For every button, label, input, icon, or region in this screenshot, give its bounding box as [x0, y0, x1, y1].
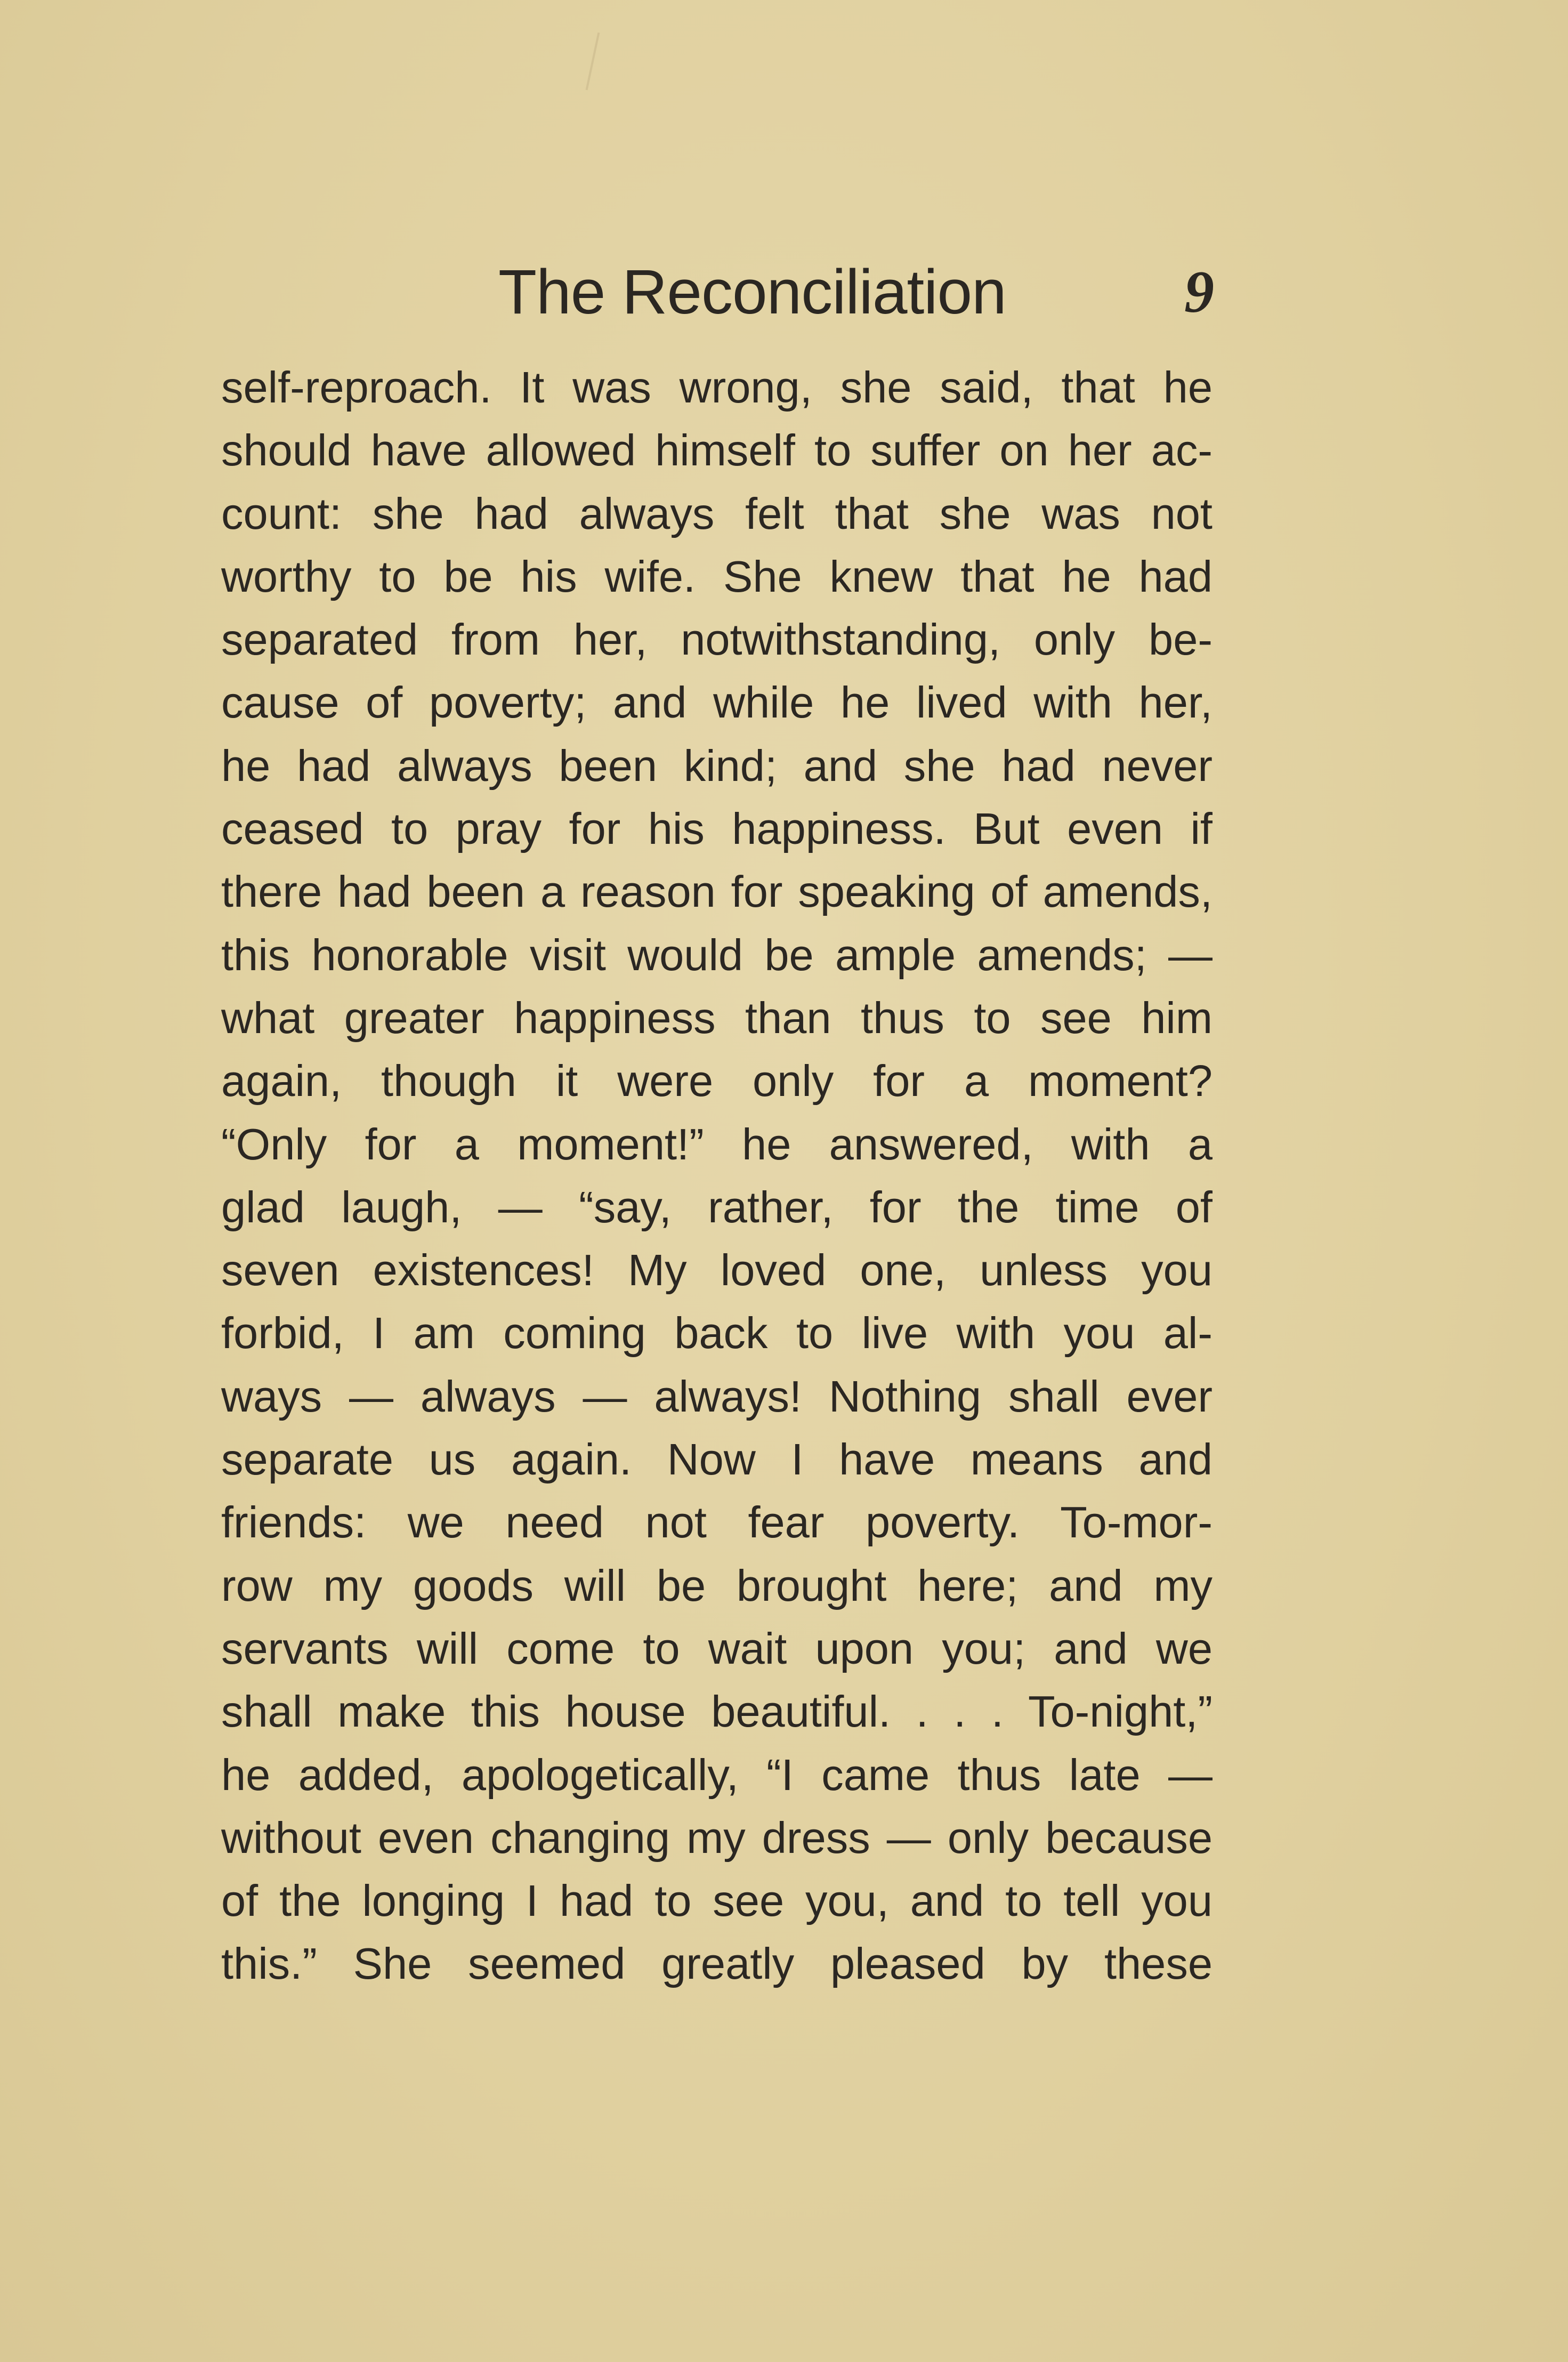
text-line: forbid, I am coming back to live with you al- [221, 1308, 1213, 1358]
text-line: cause of poverty; and while he lived with her, [221, 678, 1213, 728]
text-line: what greater happiness than thus to see him [221, 993, 1213, 1043]
text-line: there had been a reason for speaking of amends, [221, 867, 1213, 917]
text-line: this honorable visit would be ample amends; — [221, 930, 1213, 980]
text-line: “Only for a moment!” he answered, with a [221, 1119, 1213, 1169]
text-line: servants will come to wait upon you; and we [221, 1623, 1213, 1673]
running-title: The Reconciliation [498, 257, 1006, 327]
text-line: this.” She seemed greatly pleased by these [221, 1939, 1213, 1989]
text-line: self-reproach. It was wrong, she said, that he [221, 362, 1213, 412]
text-line: separate us again. Now I have means and [221, 1434, 1213, 1485]
text-line: he had always been kind; and she had never [221, 740, 1213, 791]
text-line: ways — always — always! Nothing shall ever [221, 1371, 1213, 1421]
text-line: friends: we need not fear poverty. To-mor- [221, 1497, 1213, 1547]
text-line: seven existences! My loved one, unless you [221, 1245, 1213, 1295]
text-line: glad laugh, — “say, rather, for the time of [221, 1182, 1213, 1232]
text-line: again, though it were only for a moment? [221, 1056, 1213, 1106]
text-line: count: she had always felt that she was not [221, 488, 1213, 538]
text-line: shall make this house beautiful. . . . To-night,” [221, 1687, 1213, 1737]
text-line: of the longing I had to see you, and to tell you [221, 1876, 1213, 1926]
text-line: without even changing my dress — only because [221, 1812, 1213, 1863]
text-line: worthy to be his wife. She knew that he had [221, 551, 1213, 601]
text-line: row my goods will be brought here; and my [221, 1560, 1213, 1610]
running-head [0, 249, 1568, 335]
text-line: ceased to pray for his happiness. But even if [221, 804, 1213, 854]
text-line: should have allowed himself to suffer on her ac- [221, 425, 1213, 475]
page-number: 9 [1184, 259, 1214, 325]
body-text [221, 356, 1213, 1996]
text-line: he added, apologetically, “I came thus late — [221, 1750, 1213, 1800]
paper-blemish [586, 33, 600, 90]
text-line: separated from her, notwithstanding, only be- [221, 615, 1213, 665]
